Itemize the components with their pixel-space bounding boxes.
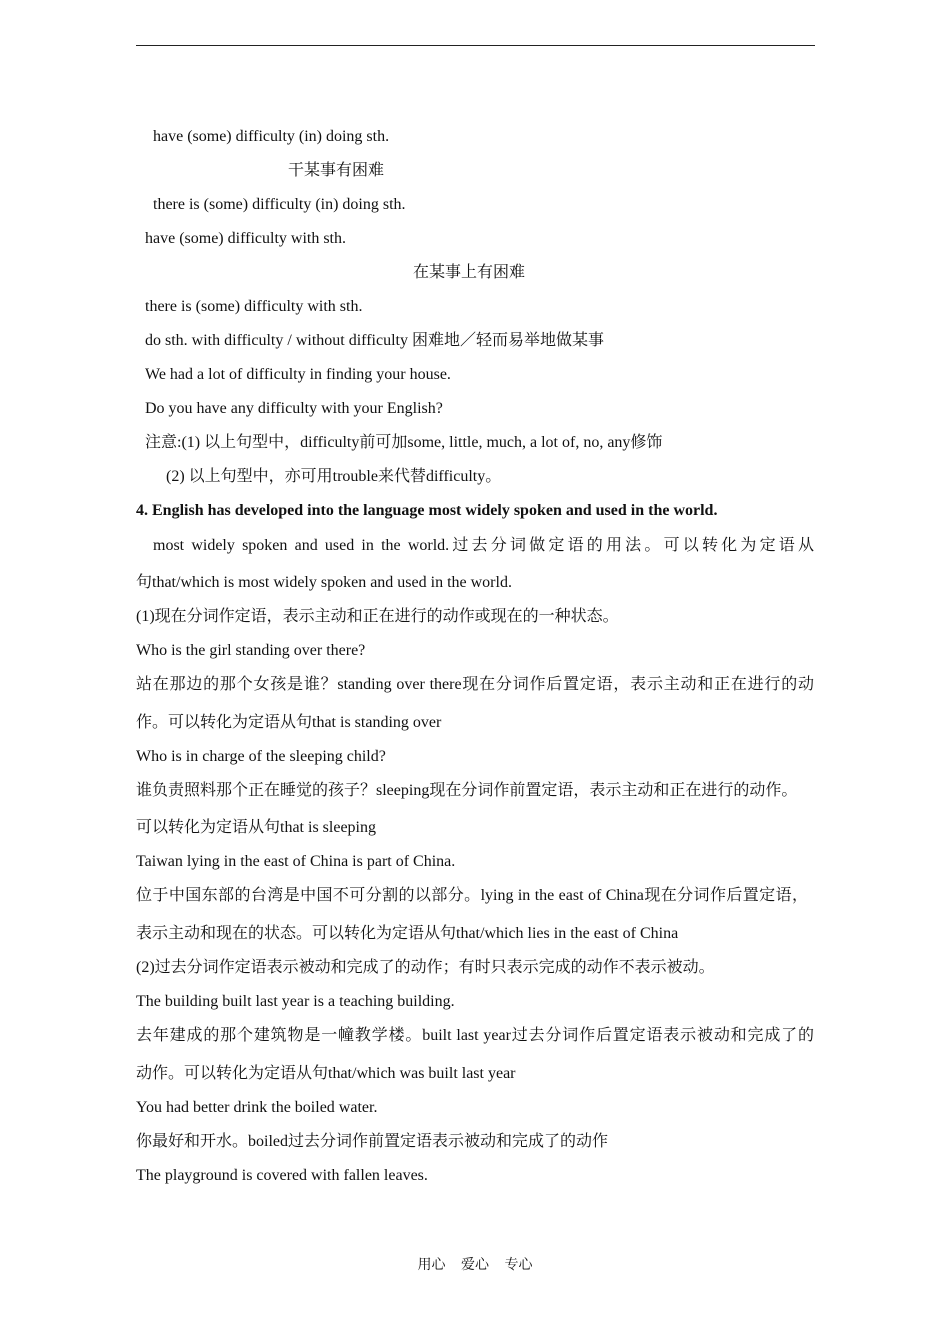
text-line: We had a lot of difficulty in finding your house. [145, 366, 451, 383]
text-line: Who is in charge of the sleeping child? [136, 748, 386, 765]
text-line: 动作。可以转化为定语从句that/which was built last year [136, 1065, 516, 1082]
text-line: (1)现在分词作定语，表示主动和正在进行的动作或现在的一种状态。 [136, 608, 619, 625]
text-line: 可以转化为定语从句that is sleeping [136, 819, 376, 836]
text-line: 位于中国东部的台湾是中国不可分割的以部分。lying in the east of China现在分词作后置定语， [136, 887, 808, 904]
text-line: do sth. with difficulty / without difficulty 困难地／轻而易举地做某事 [145, 332, 604, 349]
text-line: The playground is covered with fallen leaves. [136, 1167, 428, 1184]
text-line: 注意:(1) 以上句型中，difficulty前可加some, little, much, a lot of, no, any修饰 [145, 434, 663, 451]
text-line: Who is the girl standing over there? [136, 642, 366, 659]
text-line: Taiwan lying in the east of China is part of China. [136, 853, 456, 870]
text-line: The building built last year is a teaching building. [136, 993, 455, 1010]
text-line: 你最好和开水。boiled过去分词作前置定语表示被动和完成了的动作 [136, 1133, 608, 1150]
page-footer [0, 1257, 950, 1275]
text-line: 站在那边的那个女孩是谁？standing over there现在分词作后置定语，表示主动和正在进行的动 [136, 676, 814, 693]
text-line: Do you have any difficulty with your English? [145, 400, 443, 417]
text-line: (2) 以上句型中，亦可用trouble来代替difficulty。 [166, 468, 502, 485]
text-line: 在某事上有困难 [413, 264, 526, 281]
text-line: have (some) difficulty with sth. [145, 230, 346, 247]
text-line: 去年建成的那个建筑物是一幢教学楼。built last year过去分词作后置定语表示被动和完成了的 [136, 1027, 814, 1044]
section-heading: 4. English has developed into the language most widely spoken and used in the world. [136, 502, 718, 519]
text-line: 句that/which is most widely spoken and used in the world. [136, 574, 512, 591]
text-line: there is (some) difficulty with sth. [145, 298, 363, 315]
text-line: (2)过去分词作定语表示被动和完成了的动作；有时只表示完成的动作不表示被动。 [136, 959, 715, 976]
text-line: 作。可以转化为定语从句that is standing over [136, 714, 442, 731]
text-line: have (some) difficulty (in) doing sth. [153, 128, 390, 145]
footer-text: 用心 [417, 1258, 446, 1273]
text-line: 干某事有困难 [288, 162, 385, 179]
text-line: most widely spoken and used in the world.过去分词做定语的用法。可以转化为定语从 [153, 537, 814, 554]
text-line: 表示主动和现在的状态。可以转化为定语从句that/which lies in the east of China [136, 925, 679, 942]
footer-text: 爱心 [461, 1258, 489, 1273]
text-line: 谁负责照料那个正在睡觉的孩子？sleeping现在分词作前置定语，表示主动和正在进行的动作。 [136, 782, 798, 799]
text-line: there is (some) difficulty (in) doing sth. [153, 196, 406, 213]
footer-text: 专心 [504, 1258, 533, 1273]
text-line: You had better drink the boiled water. [136, 1099, 378, 1116]
header-rule [136, 45, 815, 46]
